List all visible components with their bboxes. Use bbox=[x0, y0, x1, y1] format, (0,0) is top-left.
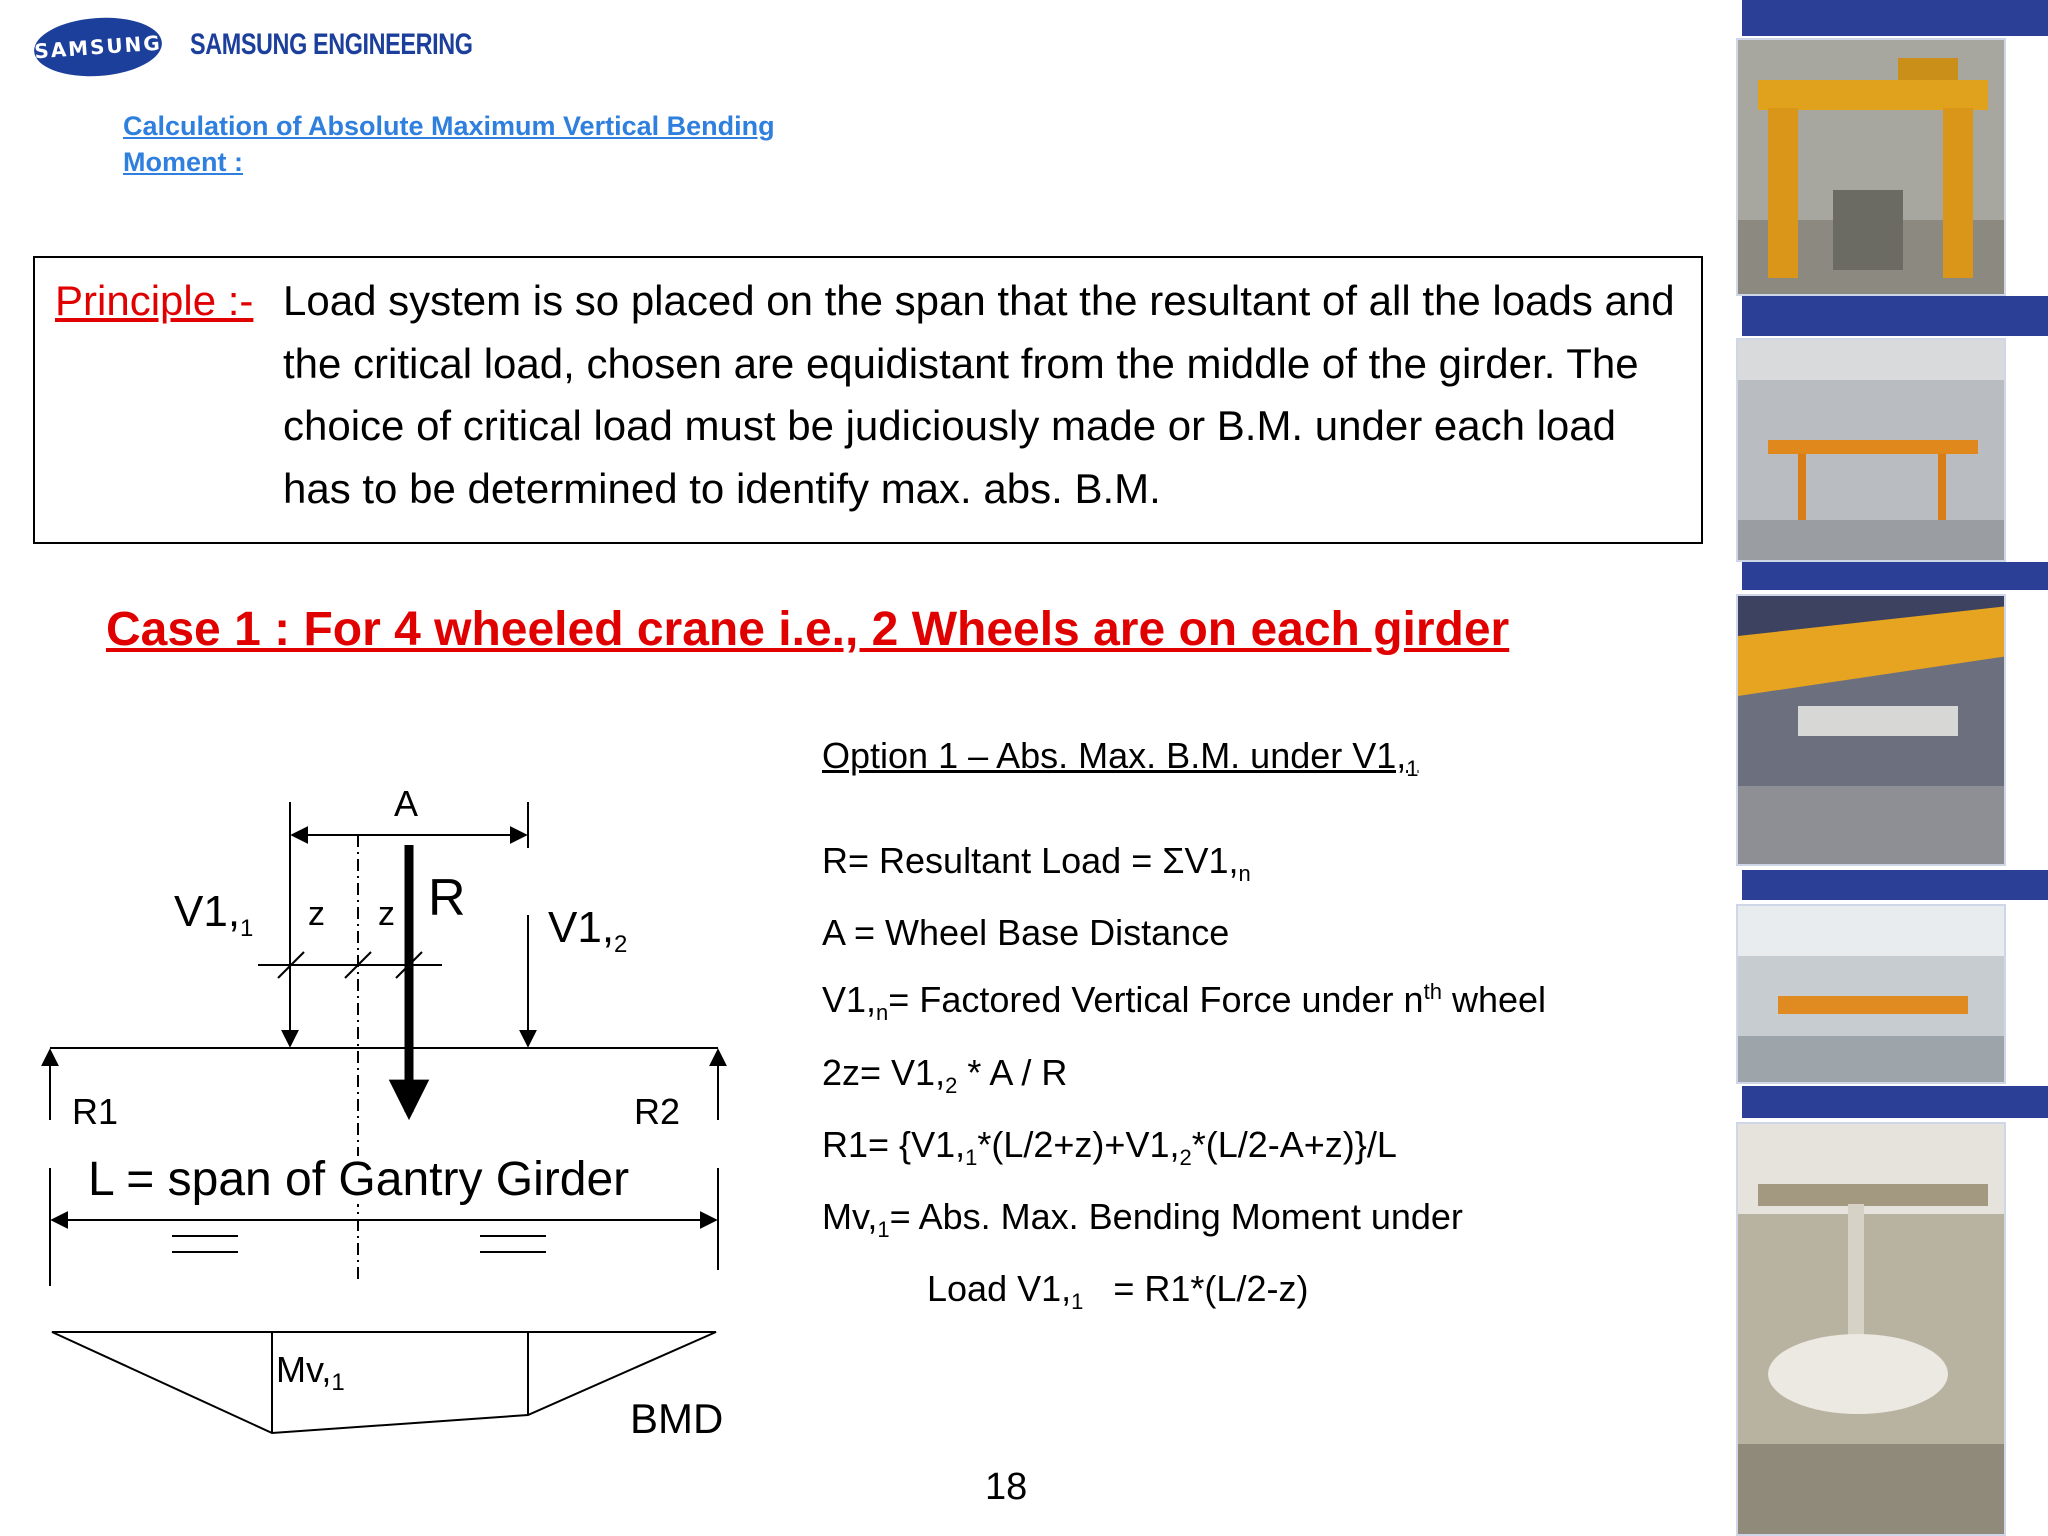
eq-wheel-base: A = Wheel Base Distance bbox=[822, 912, 1230, 954]
label-z-left: z bbox=[308, 895, 325, 933]
slide-subtitle: Calculation of Absolute Maximum Vertical Bending Moment : bbox=[123, 111, 775, 177]
eq-2z: $2z= V1,_2 * A / R$ bbox=[822, 1051, 1068, 1098]
bridge-crane-photo bbox=[1736, 594, 2006, 866]
eq-resultant: R= Resultant Load = $\Sigma V1,_n$ bbox=[822, 840, 1251, 887]
option-title: Option 1 – Abs. Max. B.M. under $V1,_1$ bbox=[822, 735, 1419, 782]
eq-r1: $R1= \{V1,_1*(L/2+z)+V1,_2*(L/2-A+z)\}/L$ bbox=[822, 1123, 1397, 1170]
label-z-right: z bbox=[378, 895, 395, 933]
label-v12: $V1,_2$ bbox=[548, 903, 628, 958]
gantry-crane-photo bbox=[1736, 38, 2006, 296]
eq-vertical-force: $V1,_n=$ Factored Vertical Force under $n^{th}$ wheel bbox=[822, 979, 1546, 1026]
logo-text: SAMSUNG bbox=[33, 30, 163, 64]
factory-crane-photo bbox=[1736, 904, 2006, 1084]
label-resultant: R bbox=[428, 869, 466, 927]
overhead-crane-hall-photo bbox=[1736, 338, 2006, 562]
eq-load-v11: Load $V1,_1 = R1*(L/2-z)$ bbox=[927, 1268, 1309, 1315]
equation-block bbox=[822, 726, 1622, 1331]
principle-text: Load system is so placed on the span that the resultant of all the loads and the critical load, chosen are equidistant from the middle of the girder. The choice of critical load must be judiciously made or B.M. under each load has to be determined to identify max. abs. B.M. bbox=[283, 277, 1675, 512]
label-v11: $V1,_1$ bbox=[174, 887, 254, 942]
case-heading: Case 1 : For 4 wheeled crane i.e., 2 Wheels are on each girder bbox=[106, 603, 1510, 656]
automated-crane-photo bbox=[1736, 1122, 2006, 1536]
label-span: L = span of Gantry Girder bbox=[88, 1153, 630, 1206]
label-mv1: $Mv,_1$ bbox=[276, 1349, 345, 1397]
label-bmd: BMD bbox=[630, 1395, 724, 1442]
label-r1: R1 bbox=[72, 1091, 119, 1132]
label-r2: R2 bbox=[634, 1091, 681, 1132]
company-name: SAMSUNG ENGINEERING bbox=[190, 28, 473, 61]
samsung-logo bbox=[32, 14, 164, 81]
principle-label: Principle :- bbox=[55, 277, 254, 324]
principle-box bbox=[33, 256, 1703, 544]
eq-mv1: $Mv,_1=$ Abs. Max. Bending Moment under bbox=[822, 1195, 1463, 1243]
label-wheel-base: A bbox=[394, 783, 419, 824]
page-number: 18 bbox=[985, 1466, 1028, 1508]
bmd-shape bbox=[52, 1332, 716, 1433]
